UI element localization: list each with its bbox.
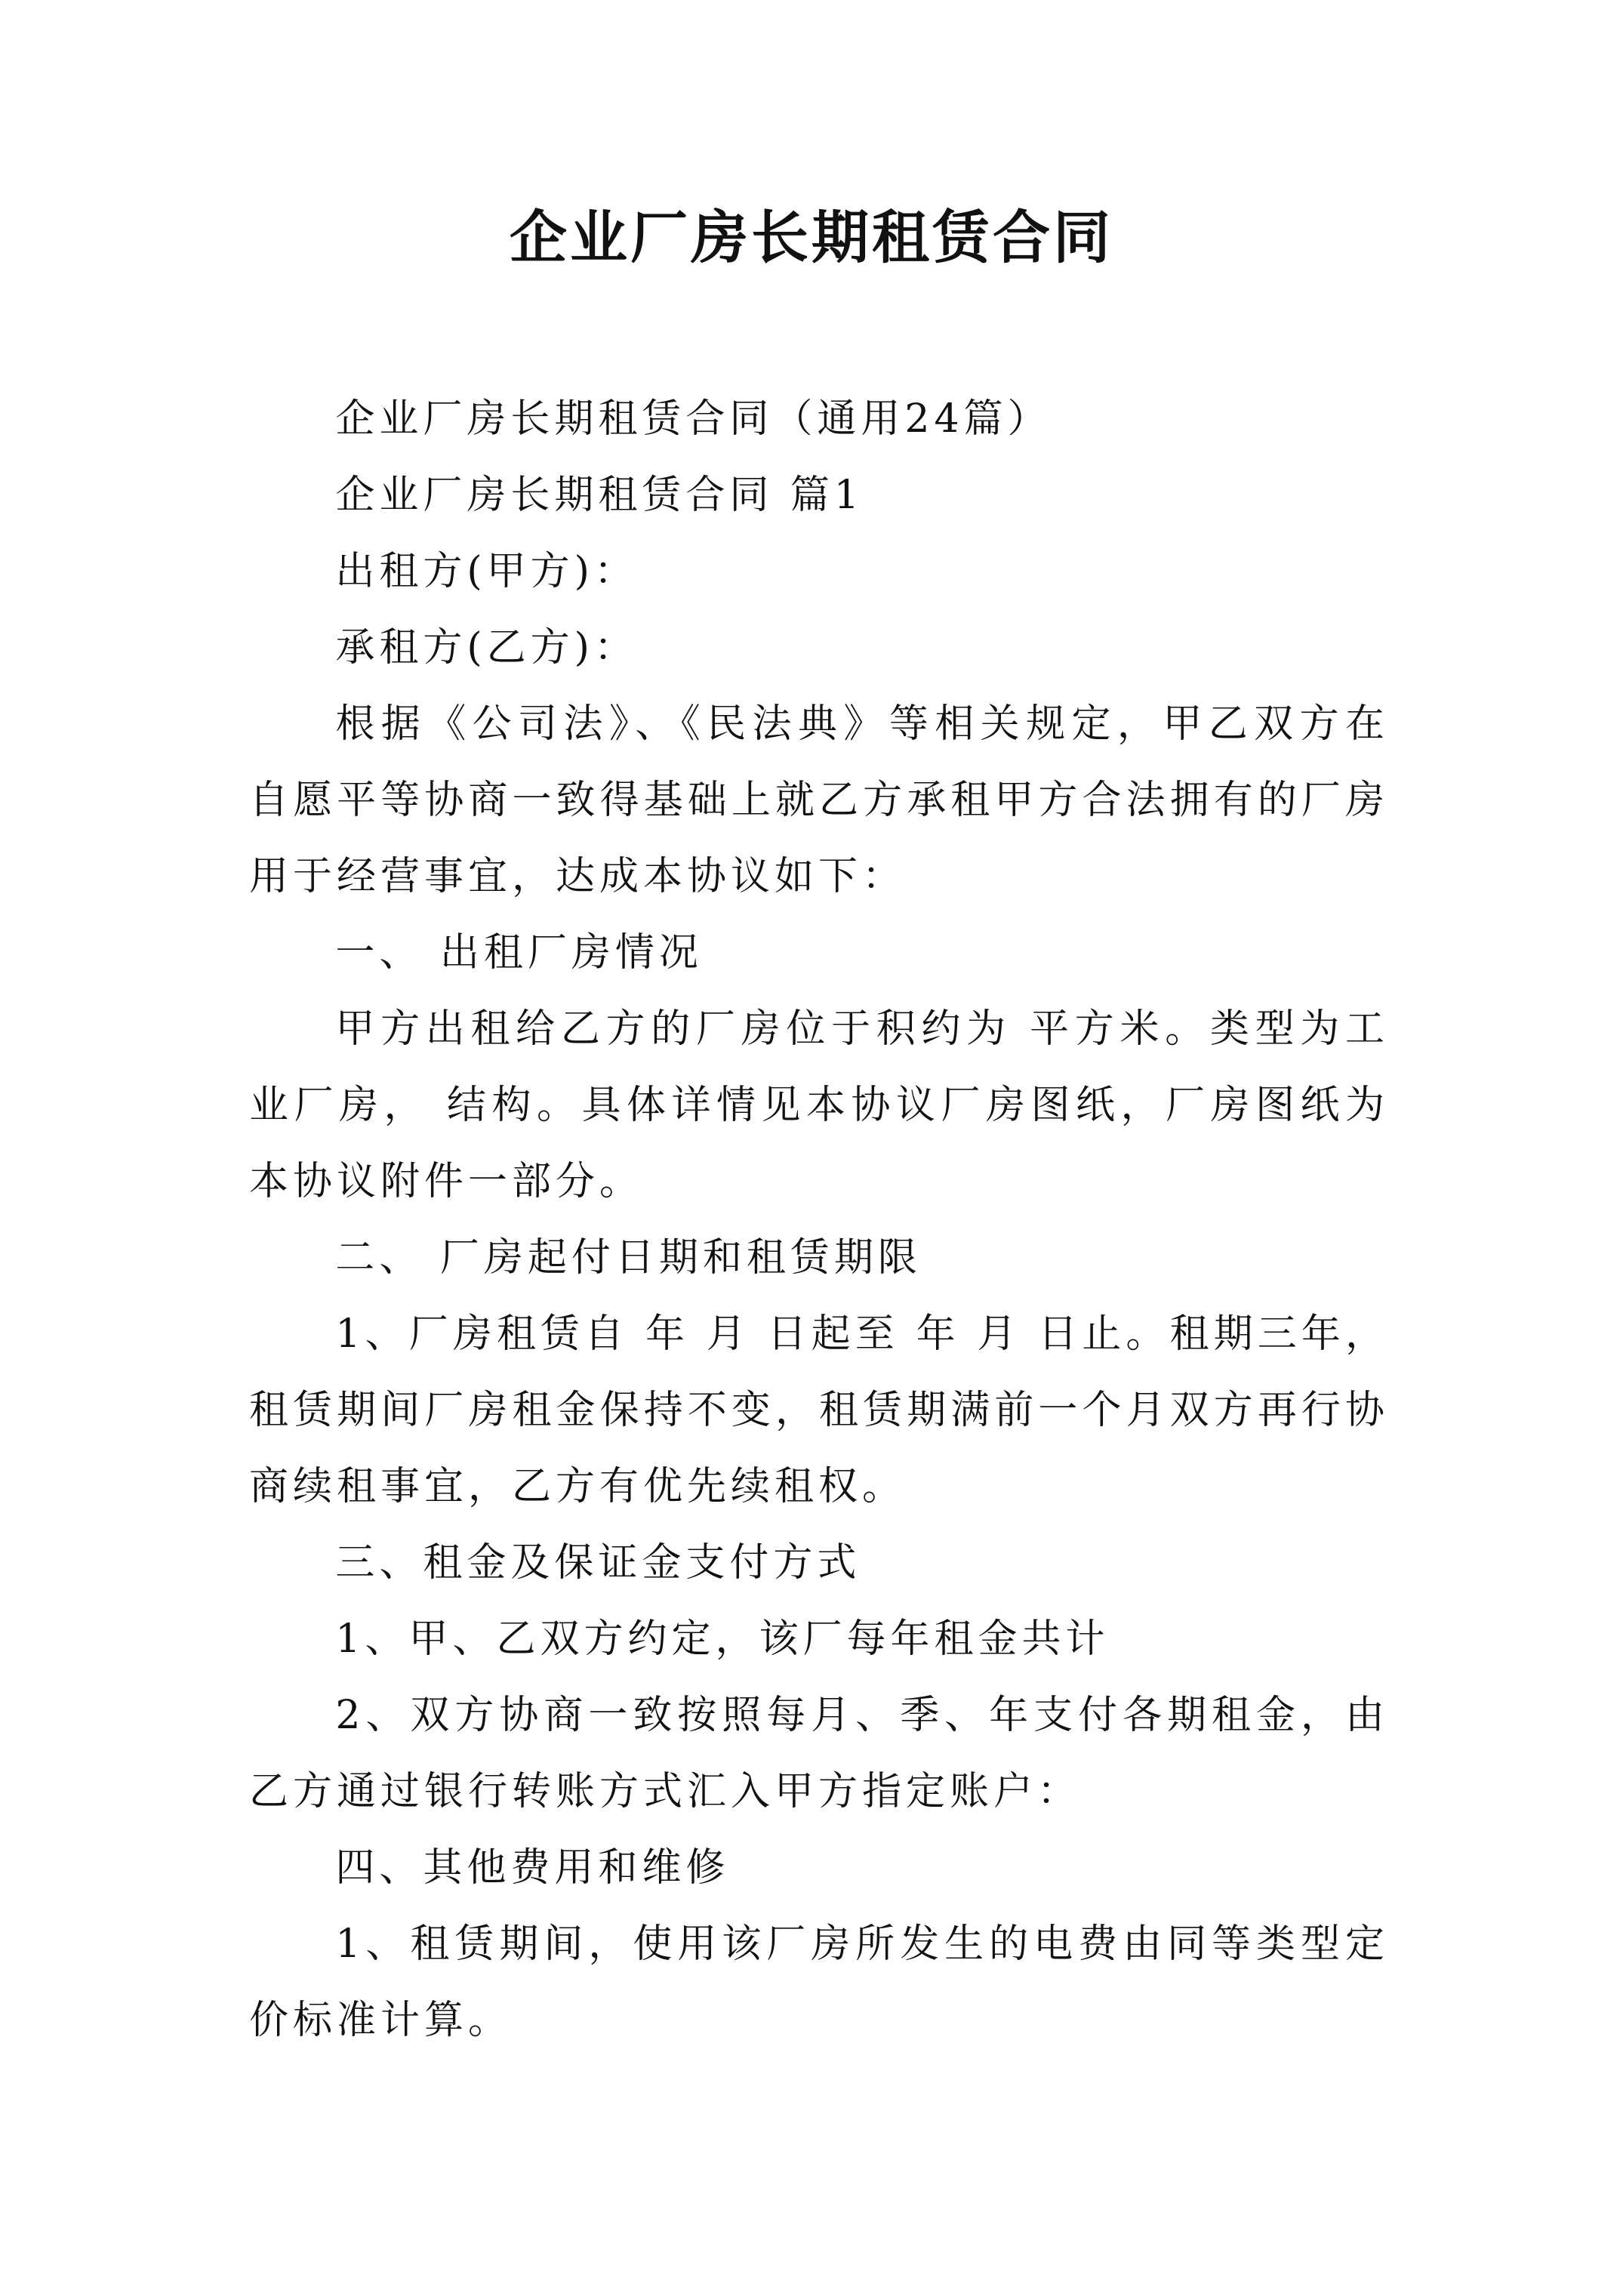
document-body — [249, 381, 1389, 2059]
paragraph-electricity: 1、租赁期间，使用该厂房所发生的电费由同等类型定价标准计算。 — [249, 1922, 1389, 2043]
paragraph-preamble: 根据《公司法》、《民法典》等相关规定，甲乙双方在自愿平等协商一致得基础上就乙方承租甲方合法拥有的厂房用于经营事宜，达成本协议如下： — [249, 701, 1389, 899]
paragraph-subtitle: 企业厂房长期租赁合同（通用24篇） — [335, 396, 1052, 442]
paragraph-lease-term: 1、厂房租赁自 年 月 日起至 年 月 日止。租期三年，租赁期间厂房租金保持不变，租赁期满前一个月双方再行协商续租事宜，乙方有优先续租权。 — [249, 1311, 1389, 1509]
paragraph-section-heading: 企业厂房长期租赁合同 篇1 — [335, 473, 864, 518]
paragraph-lessor: 出租方(甲方)： — [335, 549, 638, 594]
paragraph-rent-payment: 2、双方协商一致按照每月、季、年支付各期租金，由乙方通过银行转账方式汇入甲方指定账户： — [249, 1693, 1389, 1814]
paragraph-lessee: 承租方(乙方)： — [335, 625, 638, 670]
paragraph-heading-1: 一、 出租厂房情况 — [335, 930, 703, 975]
paragraph-factory-info: 甲方出租给乙方的厂房位于积约为 平方米。类型为工业厂房， 结构。具体详情见本协议厂房图纸，厂房图纸为本协议附件一部分。 — [249, 1006, 1389, 1204]
paragraph-heading-2: 二、 厂房起付日期和租赁期限 — [335, 1235, 922, 1281]
paragraph-heading-4: 四、其他费用和维修 — [335, 1845, 730, 1891]
paragraph-rent-total: 1、甲、乙双方约定，该厂每年租金共计 — [335, 1616, 1110, 1662]
paragraph-heading-3: 三、租金及保证金支付方式 — [335, 1540, 861, 1586]
document-title: 企业厂房长期租赁合同 — [510, 204, 1113, 271]
